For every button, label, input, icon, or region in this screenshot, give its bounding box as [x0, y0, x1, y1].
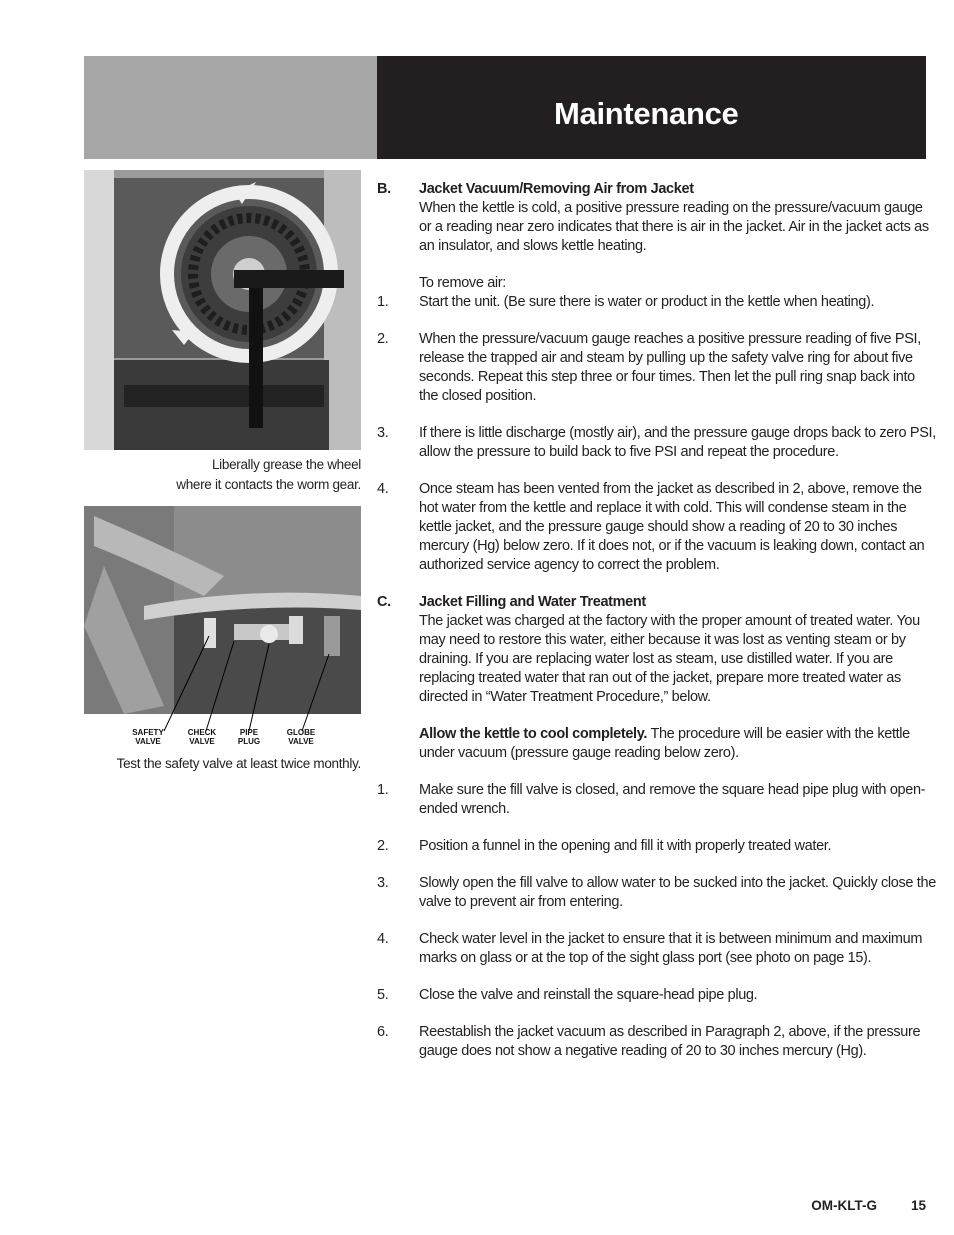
pipe-plug-label: PIPE PLUG — [237, 728, 261, 746]
step-number: 4. — [377, 931, 389, 947]
cool-note-rest: The procedure will be easier with the kettle under vacuum (pressure gauge reading below zero). — [419, 726, 910, 761]
step-number: 3. — [377, 425, 389, 441]
cool-note-bold: Allow the kettle to cool completely. — [419, 726, 648, 742]
list-item — [377, 781, 937, 819]
list-item — [377, 1023, 937, 1061]
caption-line: where it contacts the worm gear. — [176, 477, 361, 492]
step-number: 1. — [377, 782, 389, 798]
cool-note — [419, 725, 937, 763]
page-title: Maintenance — [554, 96, 739, 131]
step-number: 2. — [377, 838, 389, 854]
list-item — [377, 986, 937, 1005]
list-item — [377, 930, 937, 968]
step-text: If there is little discharge (mostly air), and the pressure gauge drops back to zero PSI, allow the pressure to build back to five PSI and repeat the procedure. — [419, 425, 936, 460]
step-number: 2. — [377, 331, 389, 347]
worm-gear-photo — [84, 170, 361, 450]
step-text: Close the valve and reinstall the square-head pipe plug. — [419, 987, 758, 1003]
section-title: Jacket Filling and Water Treatment — [419, 594, 646, 610]
list-item — [377, 293, 937, 312]
step-text: Position a funnel in the opening and fill it with properly treated water. — [419, 838, 832, 854]
safety-valve-label: SAFETY VALVE — [132, 728, 164, 746]
step-text: Check water level in the jacket to ensure that it is between minimum and maximum marks on glass or at the top of the sight glass port (see photo on page 15). — [419, 931, 923, 966]
list-item — [377, 874, 937, 912]
step-text: Reestablish the jacket vacuum as described in Paragraph 2, above, if the pressure gauge does not show a negative reading of 20 to 30 inches mercury (Hg). — [419, 1024, 921, 1059]
section-letter: C. — [377, 594, 391, 610]
step-text: Start the unit. (Be sure there is water or product in the kettle when heating). — [419, 294, 875, 310]
section-b — [377, 180, 937, 293]
caption-line: Liberally grease the wheel — [211, 457, 361, 472]
step-number: 4. — [377, 481, 389, 497]
step-text: Slowly open the fill valve to allow water to be sucked into the jacket. Quickly close the valve to prevent air from entering. — [419, 875, 936, 910]
step-number: 5. — [377, 987, 389, 1003]
check-valve-label: CHECK VALVE — [187, 728, 217, 746]
section-title: Jacket Vacuum/Removing Air from Jacket — [419, 181, 694, 197]
worm-gear-caption — [84, 455, 361, 495]
header-gray-block — [84, 56, 377, 159]
list-item — [377, 424, 937, 462]
section-lead: To remove air: — [419, 275, 506, 291]
valves-caption — [84, 754, 361, 774]
main-content — [377, 180, 937, 1061]
list-item — [377, 480, 937, 575]
list-item — [377, 330, 937, 406]
section-c — [377, 593, 937, 763]
step-number: 6. — [377, 1024, 389, 1040]
list-item — [377, 837, 937, 856]
step-text: Make sure the fill valve is closed, and remove the square head pipe plug with open-ended wrench. — [419, 782, 926, 817]
step-number: 1. — [377, 294, 389, 310]
globe-valve-label: GLOBE VALVE — [286, 728, 316, 746]
section-intro: When the kettle is cold, a positive pressure reading on the pressure/vacuum gauge or a reading near zero indicates that there is air in the jacket. Air in the jacket acts as an insulator, and slows kettle heating. — [419, 200, 929, 254]
section-letter: B. — [377, 181, 391, 197]
page-footer — [760, 1198, 926, 1213]
header-black-block — [377, 56, 926, 159]
section-intro: The jacket was charged at the factory with the proper amount of treated water. You may need to restore this water, either because it was lost as venting steam or by draining. If you are replacing water lost as steam, use distilled water. If you are replacing treated water that ran out of the jacket, prepare more treated water as directed in “Water Treatment Procedure,” below. — [419, 613, 920, 705]
step-text: Once steam has been vented from the jacket as described in 2, above, remove the hot water from the kettle and replace it with cold. This will condense steam in the kettle jacket, and the pressure gauge should show a reading of 20 to 30 inches mercury (Hg) below zero. If it does not, or if the vacuum is leaking down, contact an authorized service agency to correct the problem. — [419, 481, 925, 573]
step-text: When the pressure/vacuum gauge reaches a positive pressure reading of five PSI, release the trapped air and steam by pulling up the safety valve ring for about five seconds. Repeat this step three or four times. Then let the pull ring snap back into the closed position. — [419, 331, 921, 404]
valves-photo — [84, 506, 361, 751]
doc-code: OM-KLT-G — [811, 1198, 877, 1213]
step-number: 3. — [377, 875, 389, 891]
page-number: 15 — [910, 1198, 926, 1213]
caption-line: Test the safety valve at least twice monthly. — [116, 756, 361, 771]
